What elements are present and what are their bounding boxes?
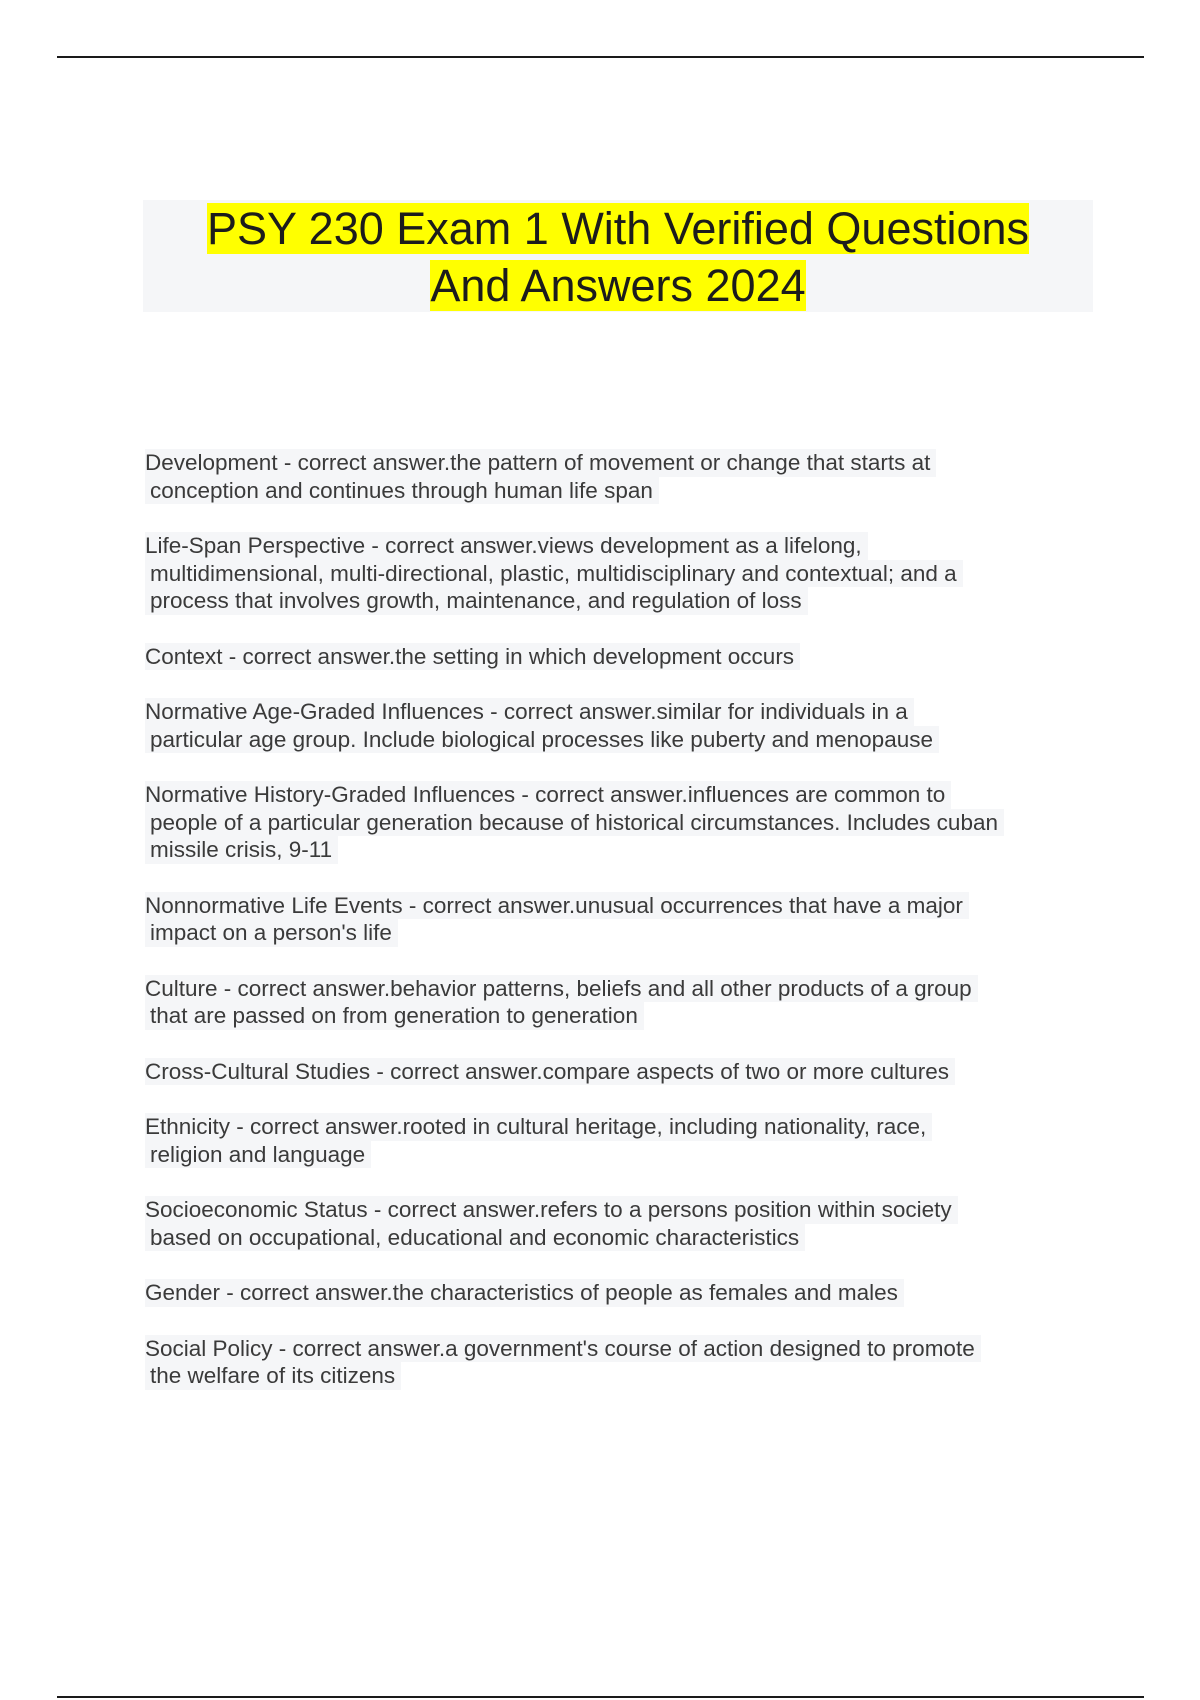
qa-entry-line: conception and continues through human life span [145, 477, 659, 505]
qa-entry-line: Nonnormative Life Events - correct answer.unusual occurrences that have a major [145, 892, 969, 920]
qa-entry-line: based on occupational, educational and economic characteristics [145, 1224, 805, 1252]
title-line-2: And Answers 2024 [430, 260, 806, 311]
qa-entry-line: impact on a person's life [145, 919, 398, 947]
qa-entry-line: Cross-Cultural Studies - correct answer.compare aspects of two or more cultures [145, 1058, 955, 1086]
qa-entry-line: Gender - correct answer.the characteristics of people as females and males [145, 1279, 904, 1307]
qa-entry [145, 1335, 1085, 1390]
qa-entry-line: Context - correct answer.the setting in which development occurs [145, 643, 800, 671]
qa-entry [145, 975, 1085, 1030]
qa-entry-line: process that involves growth, maintenance, and regulation of loss [145, 587, 808, 615]
qa-entry-line: Socioeconomic Status - correct answer.refers to a persons position within society [145, 1196, 958, 1224]
qa-entry-line: Normative Age-Graded Influences - correct answer.similar for individuals in a [145, 698, 914, 726]
qa-entry-line: that are passed on from generation to generation [145, 1002, 644, 1030]
qa-entry [145, 698, 1085, 753]
qa-entry [145, 643, 1085, 671]
page-title [143, 200, 1093, 312]
top-divider [57, 56, 1144, 58]
qa-entry-line: Development - correct answer.the pattern of movement or change that starts at [145, 449, 936, 477]
qa-entry-line: people of a particular generation because of historical circumstances. Includes cuban [145, 809, 1004, 837]
qa-entry [145, 1058, 1085, 1086]
qa-entry [145, 1196, 1085, 1251]
qa-entry [145, 781, 1085, 864]
qa-list [145, 449, 1085, 1418]
qa-entry-line: missile crisis, 9-11 [145, 836, 338, 864]
qa-entry-line: Life-Span Perspective - correct answer.views development as a lifelong, [145, 532, 868, 560]
qa-entry-line: multidimensional, multi-directional, plastic, multidisciplinary and contextual; and a [145, 560, 963, 588]
qa-entry-line: the welfare of its citizens [145, 1362, 401, 1390]
qa-entry [145, 1113, 1085, 1168]
bottom-divider [57, 1696, 1144, 1698]
qa-entry [145, 449, 1085, 504]
qa-entry-line: particular age group. Include biological processes like puberty and menopause [145, 726, 939, 754]
qa-entry [145, 1279, 1085, 1307]
qa-entry [145, 892, 1085, 947]
qa-entry-line: Social Policy - correct answer.a government's course of action designed to promote [145, 1335, 981, 1363]
title-line-1: PSY 230 Exam 1 With Verified Questions [206, 203, 1030, 254]
qa-entry-line: Ethnicity - correct answer.rooted in cultural heritage, including nationality, race, [145, 1113, 932, 1141]
qa-entry-line: Normative History-Graded Influences - correct answer.influences are common to [145, 781, 951, 809]
qa-entry-line: Culture - correct answer.behavior patterns, beliefs and all other products of a group [145, 975, 978, 1003]
qa-entry-line: religion and language [145, 1141, 371, 1169]
qa-entry [145, 532, 1085, 615]
